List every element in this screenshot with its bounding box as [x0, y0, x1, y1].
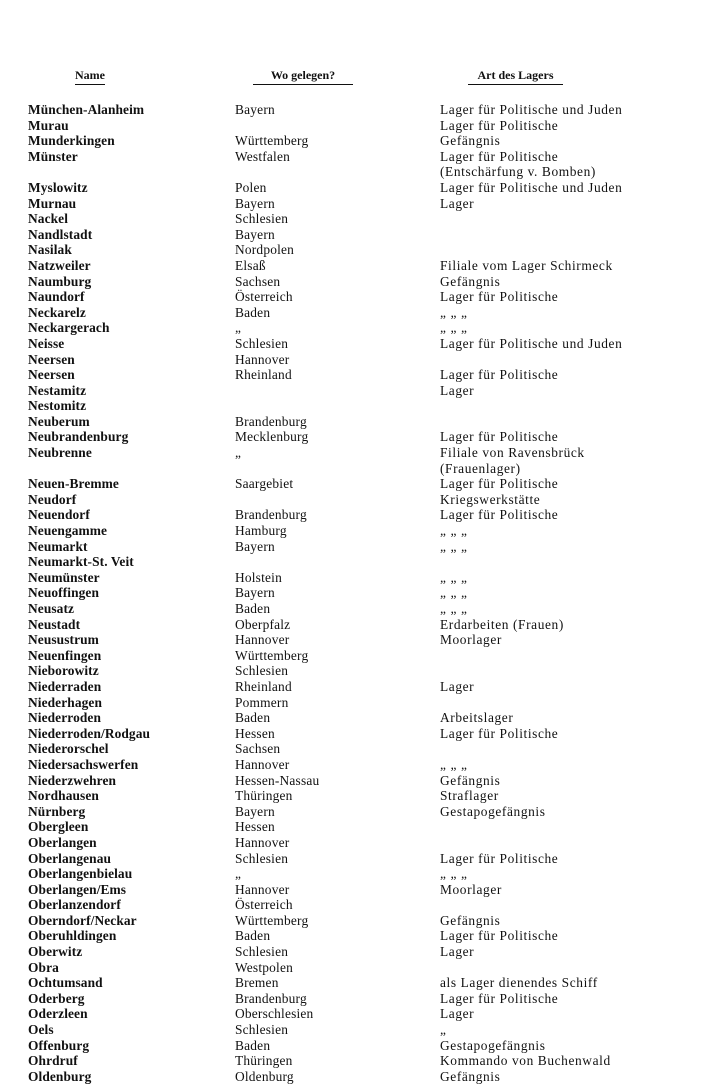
- table-row: [0, 648, 708, 664]
- camp-name: Neuberum: [28, 413, 90, 429]
- table-row: [0, 429, 708, 445]
- camp-location: Hamburg: [235, 523, 287, 539]
- camp-name: Neuen-Bremme: [28, 476, 119, 492]
- camp-location: Hannover: [235, 632, 290, 648]
- camp-type: als Lager dienendes Schiff: [440, 975, 598, 991]
- camp-type: Lager für Politische: [440, 289, 559, 305]
- table-row: [0, 570, 708, 586]
- camp-type: „ „ „: [440, 585, 468, 601]
- table-row: [0, 1022, 708, 1038]
- camp-type: Lager: [440, 1006, 475, 1022]
- table-row: [0, 320, 708, 336]
- camp-name: Obra: [28, 959, 59, 975]
- camp-type: Lager: [440, 382, 475, 398]
- table-row: [0, 960, 708, 976]
- camp-name: Neersen: [28, 367, 75, 383]
- table-row: [0, 913, 708, 929]
- camp-name: Natzweiler: [28, 257, 91, 273]
- table-row: [0, 211, 708, 227]
- camp-name: Nandlstadt: [28, 226, 93, 242]
- camp-location: Baden: [235, 928, 271, 944]
- camp-location: Thüringen: [235, 788, 293, 804]
- camp-location: Hessen: [235, 725, 275, 741]
- camp-location: Baden: [235, 304, 271, 320]
- table-row: [0, 414, 708, 430]
- table-row: [0, 539, 708, 555]
- camp-location: Oberpfalz: [235, 616, 291, 632]
- camp-type: Gefängnis: [440, 133, 501, 149]
- camp-location: Schlesien: [235, 335, 289, 351]
- camp-name: Neersen: [28, 351, 75, 367]
- camp-type: „ „ „: [440, 320, 468, 336]
- camp-name: Oberlanzendorf: [28, 897, 121, 913]
- table-row: [0, 164, 708, 180]
- camp-name: Neumarkt: [28, 538, 88, 554]
- camp-name: Niederroden: [28, 710, 102, 726]
- camp-name: Nestamitz: [28, 382, 87, 398]
- camp-name: Oberlangenau: [28, 850, 112, 866]
- camp-name: Neuendorf: [28, 507, 90, 523]
- camp-list: [0, 102, 708, 1084]
- camp-location: Brandenburg: [235, 990, 307, 1006]
- camp-location: Schlesien: [235, 1022, 289, 1038]
- camp-location: Baden: [235, 1037, 271, 1053]
- camp-name: Naumburg: [28, 273, 92, 289]
- camp-type: Gefängnis: [440, 912, 501, 928]
- camp-location: Bayern: [235, 102, 275, 117]
- camp-type: Arbeitslager: [440, 710, 514, 726]
- camp-type: Lager für Politische: [440, 850, 559, 866]
- camp-type: Lager für Politische: [440, 117, 559, 133]
- camp-location: Holstein: [235, 569, 282, 585]
- table-row: [0, 991, 708, 1007]
- camp-type: Moorlager: [440, 881, 502, 897]
- camp-type: Lager für Politische: [440, 725, 559, 741]
- camp-name: Nasilak: [28, 242, 72, 258]
- camp-location: Hessen-Nassau: [235, 772, 320, 788]
- table-row: [0, 554, 708, 570]
- camp-type: „ „ „: [440, 866, 468, 882]
- camp-name: Oberndorf/Neckar: [28, 912, 137, 928]
- table-row: [0, 663, 708, 679]
- camp-type: Kommando von Buchenwald: [440, 1053, 611, 1069]
- table-row: [0, 102, 708, 118]
- camp-name: Neusustrum: [28, 632, 99, 648]
- camp-name: Niederroden/Rodgau: [28, 725, 151, 741]
- table-row: [0, 617, 708, 633]
- camp-type: „ „ „: [440, 538, 468, 554]
- table-row: [0, 133, 708, 149]
- camp-type: Lager für Politische: [440, 507, 559, 523]
- camp-type: „ „ „: [440, 756, 468, 772]
- table-row: [0, 1069, 708, 1084]
- camp-location: Sachsen: [235, 273, 281, 289]
- table-row: [0, 305, 708, 321]
- camp-type: „ „ „: [440, 601, 468, 616]
- camp-location: Polen: [235, 179, 267, 195]
- table-row: [0, 507, 708, 523]
- camp-name: Neudorf: [28, 491, 77, 507]
- table-row: [0, 757, 708, 773]
- camp-location: Bayern: [235, 226, 275, 242]
- table-row: [0, 695, 708, 711]
- camp-name: Myslowitz: [28, 179, 88, 195]
- table-row: [0, 882, 708, 898]
- camp-name: Ochtumsand: [28, 975, 103, 991]
- camp-type: Moorlager: [440, 632, 502, 648]
- table-row: [0, 788, 708, 804]
- table-row: [0, 601, 708, 617]
- camp-location: Mecklenburg: [235, 429, 309, 445]
- camp-name: Oberwitz: [28, 944, 83, 960]
- camp-name: Oderberg: [28, 990, 85, 1006]
- header-type: Art des Lagers: [468, 68, 563, 85]
- camp-name: Oberuhldingen: [28, 928, 117, 944]
- header-name: Name: [75, 68, 105, 85]
- camp-name: Offenburg: [28, 1037, 90, 1053]
- camp-name: Ohrdruf: [28, 1053, 78, 1069]
- table-row: [0, 367, 708, 383]
- camp-name: Neckarelz: [28, 304, 86, 320]
- table-row: [0, 835, 708, 851]
- camp-location: Baden: [235, 710, 271, 726]
- table-row: [0, 149, 708, 165]
- table-row: [0, 1038, 708, 1054]
- table-row: [0, 710, 708, 726]
- camp-location: Hessen: [235, 819, 275, 835]
- camp-type: Lager: [440, 195, 475, 211]
- camp-name: Neuengamme: [28, 523, 108, 539]
- camp-type: Straflager: [440, 788, 499, 804]
- table-row: [0, 944, 708, 960]
- camp-name: Oderzleen: [28, 1006, 88, 1022]
- camp-name: Neubrenne: [28, 445, 92, 461]
- camp-location: Pommern: [235, 694, 289, 710]
- table-row: [0, 180, 708, 196]
- table-row: [0, 336, 708, 352]
- camp-location: Westfalen: [235, 148, 291, 164]
- camp-type: Lager für Politische und Juden: [440, 335, 623, 351]
- camp-name: Nordhausen: [28, 788, 99, 804]
- camp-name: Neuoffingen: [28, 585, 100, 601]
- camp-name: Oberlangen: [28, 834, 97, 850]
- table-row: [0, 819, 708, 835]
- camp-location: Thüringen: [235, 1053, 293, 1069]
- table-row: [0, 196, 708, 212]
- table-row: [0, 804, 708, 820]
- camp-type: Gestapogefängnis: [440, 803, 546, 819]
- camp-location: Nordpolen: [235, 242, 295, 258]
- camp-type: Lager für Politische und Juden: [440, 179, 623, 195]
- camp-location: Schlesien: [235, 663, 289, 679]
- camp-type: Lager für Politische: [440, 928, 559, 944]
- camp-location: Oldenburg: [235, 1068, 294, 1084]
- camp-name: Niederzwehren: [28, 772, 117, 788]
- camp-location: Württemberg: [235, 133, 309, 149]
- camp-name: Oels: [28, 1022, 54, 1038]
- camp-location: Hannover: [235, 756, 290, 772]
- camp-type: Lager: [440, 944, 475, 960]
- camp-type: Lager für Politische: [440, 476, 559, 492]
- table-row: [0, 523, 708, 539]
- table-row: [0, 476, 708, 492]
- camp-name: Niedersachswerfen: [28, 756, 139, 772]
- camp-name: Nürnberg: [28, 803, 86, 819]
- camp-name: Naundorf: [28, 289, 85, 305]
- camp-location: Brandenburg: [235, 413, 307, 429]
- camp-name: Niederhagen: [28, 694, 102, 710]
- camp-type: Gefängnis: [440, 1068, 501, 1084]
- camp-location: Rheinland: [235, 678, 292, 694]
- camp-name: Oldenburg: [28, 1068, 92, 1084]
- camp-type: (Entschärfung v. Bomben): [440, 164, 596, 180]
- camp-name: Oberlangen/Ems: [28, 881, 127, 897]
- camp-location: Österreich: [235, 289, 293, 305]
- camp-location: Hannover: [235, 881, 290, 897]
- table-row: [0, 726, 708, 742]
- camp-type: „ „ „: [440, 304, 468, 320]
- table-row: [0, 632, 708, 648]
- table-row: [0, 773, 708, 789]
- table-row: [0, 352, 708, 368]
- camp-type: Gefängnis: [440, 273, 501, 289]
- camp-name: Murnau: [28, 195, 77, 211]
- camp-location: „: [235, 866, 242, 882]
- camp-location: Württemberg: [235, 647, 309, 663]
- camp-type: Gefängnis: [440, 772, 501, 788]
- camp-location: Sachsen: [235, 741, 281, 757]
- table-row: [0, 274, 708, 290]
- camp-type: Lager: [440, 678, 475, 694]
- camp-name: München-Alanheim: [28, 102, 145, 117]
- camp-location: Oberschlesien: [235, 1006, 314, 1022]
- camp-type: „: [440, 1022, 447, 1038]
- table-row: [0, 928, 708, 944]
- camp-name: Nackel: [28, 211, 69, 227]
- table-row: [0, 118, 708, 134]
- camp-location: Brandenburg: [235, 507, 307, 523]
- camp-name: Neustadt: [28, 616, 81, 632]
- camp-name: Neisse: [28, 335, 65, 351]
- camp-name: Obergleen: [28, 819, 89, 835]
- camp-location: Bayern: [235, 538, 275, 554]
- camp-name: Munderkingen: [28, 133, 115, 149]
- camp-location: Schlesien: [235, 211, 289, 227]
- table-row: [0, 585, 708, 601]
- camp-name: Nieborowitz: [28, 663, 99, 679]
- camp-type: Lager für Politische: [440, 990, 559, 1006]
- camp-location: Hannover: [235, 351, 290, 367]
- header-where: Wo gelegen?: [253, 68, 353, 85]
- camp-name: Neckargerach: [28, 320, 110, 336]
- camp-type: Lager für Politische und Juden: [440, 102, 623, 117]
- camp-type: Gestapogefängnis: [440, 1037, 546, 1053]
- table-row: [0, 227, 708, 243]
- camp-type: Filiale vom Lager Schirmeck: [440, 257, 613, 273]
- camp-type: Lager für Politische: [440, 367, 559, 383]
- camp-name: Oberlangenbielau: [28, 866, 133, 882]
- camp-name: Neumünster: [28, 569, 100, 585]
- camp-location: Bremen: [235, 975, 279, 991]
- camp-type: Filiale von Ravensbrück: [440, 445, 585, 461]
- camp-location: Schlesien: [235, 944, 289, 960]
- table-row: [0, 445, 708, 461]
- table-row: [0, 461, 708, 477]
- camp-location: Bayern: [235, 585, 275, 601]
- table-row: [0, 289, 708, 305]
- table-row: [0, 975, 708, 991]
- camp-name: Münster: [28, 148, 78, 164]
- table-row: [0, 1006, 708, 1022]
- table-row: [0, 741, 708, 757]
- table-row: [0, 679, 708, 695]
- camp-type: (Frauenlager): [440, 460, 521, 476]
- table-row: [0, 383, 708, 399]
- table-row: [0, 866, 708, 882]
- camp-name: Neusatz: [28, 601, 75, 616]
- camp-location: Bayern: [235, 195, 275, 211]
- camp-location: Österreich: [235, 897, 293, 913]
- table-row: [0, 492, 708, 508]
- camp-name: Neuenfingen: [28, 647, 102, 663]
- camp-location: Saargebiet: [235, 476, 294, 492]
- table-row: [0, 851, 708, 867]
- camp-name: Neubrandenburg: [28, 429, 129, 445]
- camp-location: „: [235, 445, 242, 461]
- camp-name: Niederorschel: [28, 741, 109, 757]
- camp-name: Niederraden: [28, 678, 102, 694]
- camp-name: Nestomitz: [28, 398, 87, 414]
- camp-type: Erdarbeiten (Frauen): [440, 616, 564, 632]
- camp-type: Kriegswerkstätte: [440, 491, 541, 507]
- table-row: [0, 398, 708, 414]
- camp-location: Bayern: [235, 803, 275, 819]
- camp-location: Westpolen: [235, 959, 293, 975]
- camp-type: „ „ „: [440, 523, 468, 539]
- camp-location: Elsaß: [235, 257, 266, 273]
- camp-type: Lager für Politische: [440, 148, 559, 164]
- table-header: [0, 68, 708, 88]
- camp-location: Hannover: [235, 834, 290, 850]
- camp-location: „: [235, 320, 242, 336]
- table-row: [0, 1053, 708, 1069]
- table-row: [0, 897, 708, 913]
- camp-location: Schlesien: [235, 850, 289, 866]
- camp-location: Württemberg: [235, 912, 309, 928]
- table-row: [0, 258, 708, 274]
- camp-name: Neumarkt-St. Veit: [28, 554, 134, 570]
- camp-name: Murau: [28, 117, 69, 133]
- table-row: [0, 242, 708, 258]
- camp-type: Lager für Politische: [440, 429, 559, 445]
- camp-location: Baden: [235, 601, 271, 616]
- camp-type: „ „ „: [440, 569, 468, 585]
- camp-location: Rheinland: [235, 367, 292, 383]
